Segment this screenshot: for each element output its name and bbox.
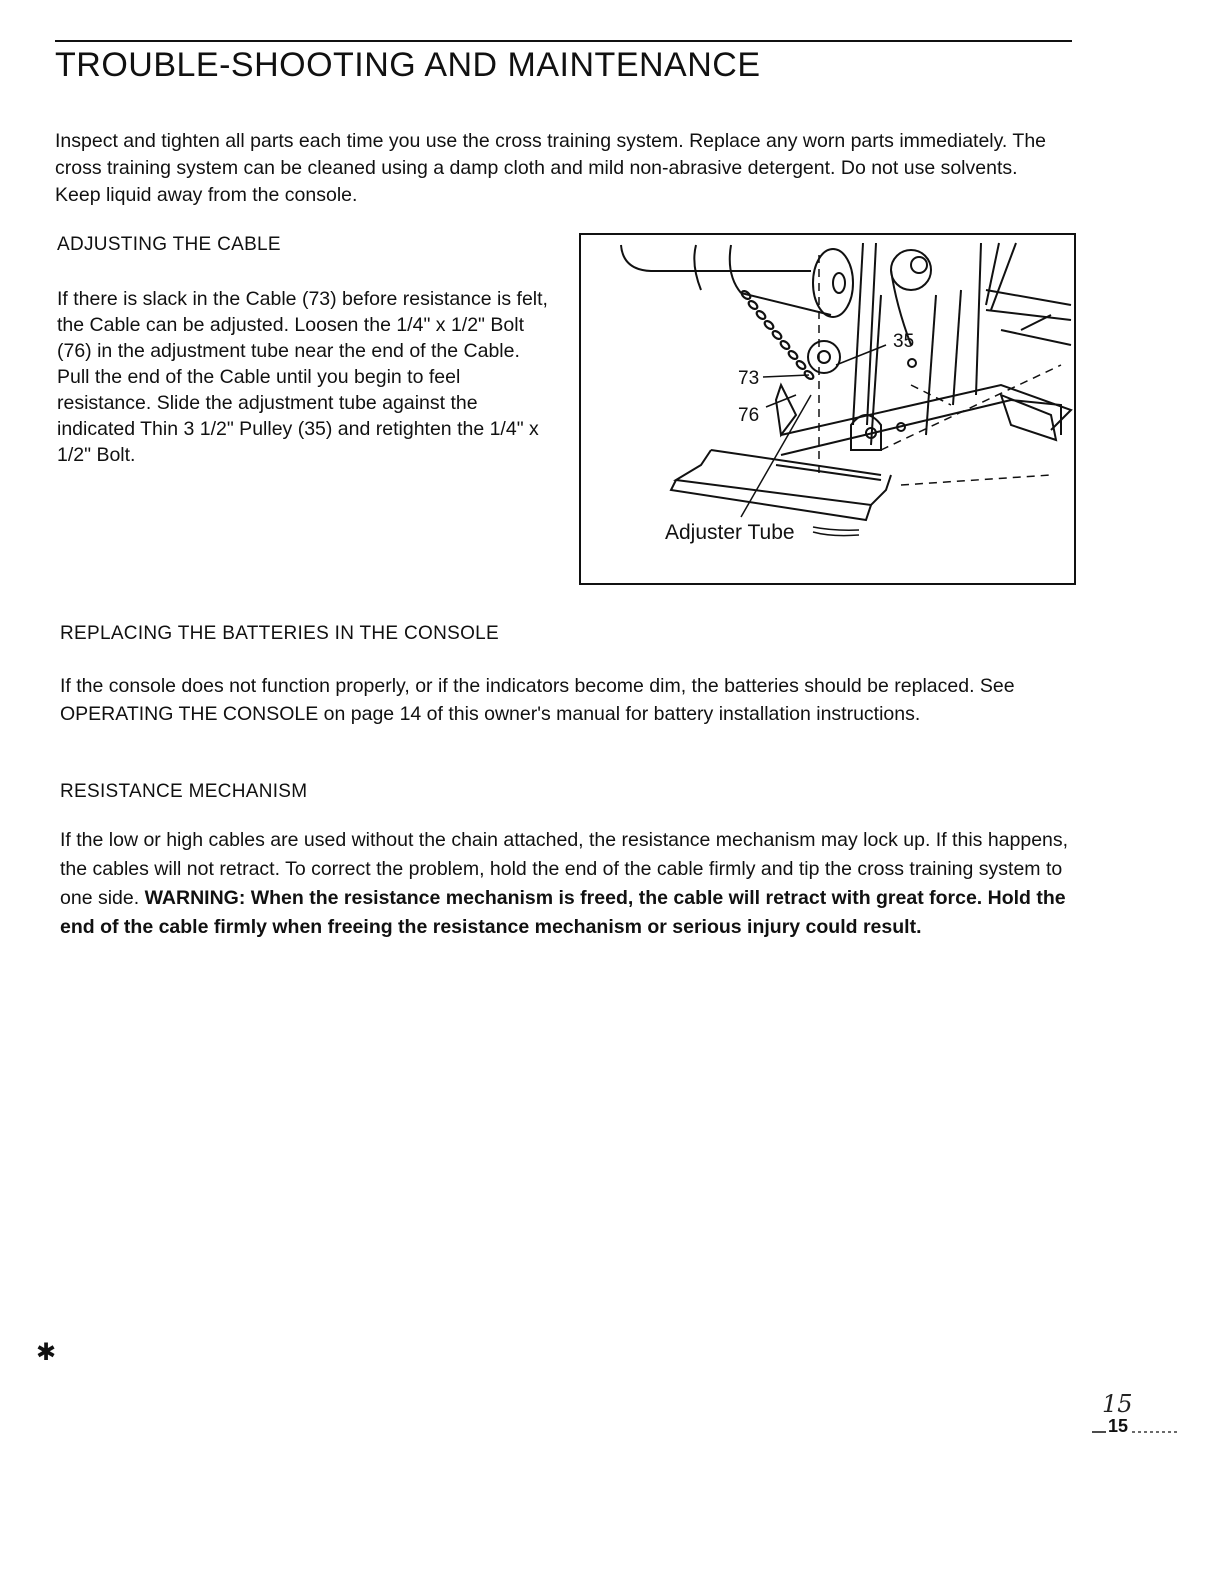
resistance-mechanism-text: If the low or high cables are used without the chain attached, the resistance mechanism may lock up. If this happens, the cables will not retract. To correct the problem, hold the end of the cable firmly and tip the cross training system to one side. [60, 829, 1069, 909]
intro-paragraph: Inspect and tighten all parts each time you use the cross training system. Replace any worn parts immediately. The cross training system can be cleaned using a damp cloth and mild non-abrasive detergent. Do not use solvents. Keep liquid away from the console. [55, 130, 1047, 206]
cable-adjustment-diagram [581, 235, 1074, 583]
resistance-mechanism-paragraph [60, 826, 1080, 942]
printed-page-number: 15 [1108, 1416, 1129, 1436]
replacing-batteries-heading: REPLACING THE BATTERIES IN THE CONSOLE [60, 623, 499, 644]
resistance-mechanism-heading: RESISTANCE MECHANISM [60, 781, 308, 802]
adjusting-cable-heading: ADJUSTING THE CABLE [57, 234, 281, 255]
replacing-batteries-paragraph: If the console does not function properly, or if the indicators become dim, the batteries should be replaced. See OPERATING THE CONSOLE on page 14 of this owner's manual for battery installation instructions. [60, 675, 1015, 725]
warning-text: WARNING: When the resistance mechanism is freed, the cable will retract with great force. Hold the end of the cable firmly when freeing the resistance mechanism or serious injury could result. [60, 887, 1066, 938]
handwritten-page-number: 15 [1102, 1390, 1133, 1418]
callout-adjuster-tube: Adjuster Tube [665, 521, 795, 544]
scan-artifact-icon: ✱ [36, 1339, 57, 1366]
callout-76: 76 [738, 405, 760, 426]
page-number [1088, 1390, 1183, 1440]
page-title: TROUBLE-SHOOTING AND MAINTENANCE [55, 46, 761, 84]
page-number-graphic [1088, 1390, 1183, 1440]
adjusting-cable-paragraph: If there is slack in the Cable (73) before resistance is felt, the Cable can be adjusted. Loosen the 1/4" x 1/2" Bolt (76) in the adjustment tube near the end of the Cable. Pull the end of the Cable until you begin to feel resistance. Slide the adjustment tube against the indicated Thin 3 1/2" Pulley (35) and retighten the 1/4" x 1/2" Bolt. [57, 288, 548, 466]
callout-35: 35 [893, 331, 915, 352]
cable-adjustment-figure [579, 233, 1076, 585]
top-rule [55, 40, 1072, 42]
washer-icon [908, 359, 916, 367]
callout-73: 73 [738, 368, 760, 389]
